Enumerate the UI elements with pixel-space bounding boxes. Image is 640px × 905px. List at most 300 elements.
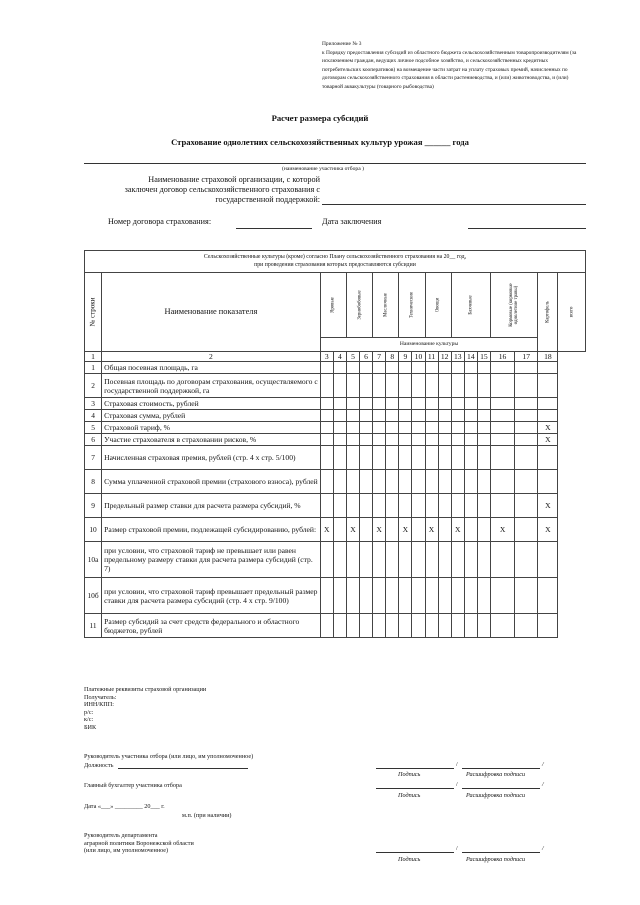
slash: / xyxy=(456,761,458,768)
value-cell[interactable] xyxy=(386,446,399,470)
value-cell[interactable] xyxy=(360,518,373,542)
table-row xyxy=(85,518,586,542)
value-cell[interactable] xyxy=(464,434,477,446)
value-cell[interactable] xyxy=(412,518,425,542)
table-top-header-line2: при проведении страхования которых предоставляются субсидии xyxy=(254,261,416,268)
date-line: Дата «___» _________ 20___ г. xyxy=(84,803,165,810)
column-number: 8 xyxy=(386,352,399,362)
value-cell[interactable] xyxy=(477,446,490,470)
rownum-header: № строки xyxy=(85,273,102,352)
value-cell[interactable] xyxy=(451,542,464,578)
value-cell[interactable] xyxy=(490,362,514,374)
head-decode-line[interactable] xyxy=(462,768,540,769)
value-cell[interactable] xyxy=(515,410,538,422)
value-cell[interactable] xyxy=(490,470,514,494)
value-cell[interactable] xyxy=(346,494,359,518)
table-row xyxy=(85,542,586,578)
value-cell[interactable] xyxy=(538,446,558,470)
bik-label: БИК xyxy=(84,723,97,731)
value-cell[interactable] xyxy=(451,410,464,422)
value-cell[interactable] xyxy=(333,614,346,638)
value-cell[interactable] xyxy=(360,578,373,614)
value-cell[interactable] xyxy=(451,362,464,374)
value-cell[interactable] xyxy=(515,518,538,542)
column-number: 2 xyxy=(102,352,321,362)
value-cell[interactable] xyxy=(490,494,514,518)
value-cell[interactable] xyxy=(464,470,477,494)
value-cell[interactable] xyxy=(464,614,477,638)
value-cell[interactable] xyxy=(438,434,451,446)
value-cell[interactable] xyxy=(333,578,346,614)
value-cell[interactable] xyxy=(538,470,558,494)
value-cell[interactable] xyxy=(333,374,346,398)
crop-header-6: Бахчевые xyxy=(451,273,490,338)
value-cell[interactable] xyxy=(515,362,538,374)
table-row xyxy=(85,410,586,422)
value-cell[interactable] xyxy=(373,446,386,470)
value-cell[interactable] xyxy=(412,398,425,410)
value-cell[interactable] xyxy=(333,518,346,542)
value-cell[interactable] xyxy=(477,374,490,398)
value-cell[interactable] xyxy=(333,422,346,434)
x-mark-cell[interactable]: Х xyxy=(399,518,412,542)
column-number: 16 xyxy=(490,352,514,362)
value-cell[interactable] xyxy=(346,398,359,410)
row-number: 6 xyxy=(85,434,102,446)
x-mark-cell[interactable]: Х xyxy=(538,422,558,434)
value-cell[interactable] xyxy=(373,542,386,578)
x-mark-cell[interactable]: Х xyxy=(538,494,558,518)
value-cell[interactable] xyxy=(399,434,412,446)
value-cell[interactable] xyxy=(464,446,477,470)
x-mark-cell[interactable]: Х xyxy=(490,518,514,542)
value-cell[interactable] xyxy=(451,446,464,470)
value-cell[interactable] xyxy=(451,398,464,410)
value-cell[interactable] xyxy=(320,494,333,518)
value-cell[interactable] xyxy=(346,422,359,434)
value-cell[interactable] xyxy=(515,434,538,446)
value-cell[interactable] xyxy=(333,446,346,470)
indicator-name: Страховая стоимость, рублей xyxy=(102,398,321,410)
dept-sign-line[interactable] xyxy=(376,852,454,853)
value-cell[interactable] xyxy=(346,470,359,494)
row-number: 7 xyxy=(85,446,102,470)
subsidy-table xyxy=(84,250,586,638)
x-mark-cell[interactable]: Х xyxy=(425,518,438,542)
value-cell[interactable] xyxy=(425,446,438,470)
value-cell[interactable] xyxy=(399,470,412,494)
table-top-header-line1: Сельскохозяйственные культуры (кроме) согласно Плану сельскохозяйственного страхования на 20__ год, xyxy=(203,254,467,261)
value-cell[interactable] xyxy=(360,362,373,374)
document-title: Расчет размера субсидий xyxy=(271,113,369,123)
row-number: 11 xyxy=(85,614,102,638)
value-cell[interactable] xyxy=(399,542,412,578)
date-label: Дата заключения xyxy=(322,217,382,226)
value-cell[interactable] xyxy=(451,614,464,638)
value-cell[interactable] xyxy=(477,614,490,638)
column-number: 17 xyxy=(515,352,538,362)
appendix-text: к Порядку предоставления субсидий из областного бюджета сельскохозяйственным товаропроизводителям (за исключением граждан, ведущих личное подсобное хозяйство, и сельскохозяйственных кредитных потребительских кооперативов) на возмещение части затрат на уплату страховых премий, начисленных по договорам сельскохозяйственного страхования в области растениеводства, и (или) животноводства, и (или) товарной аквакультуры (товарного рыбоводства) xyxy=(322,49,577,90)
value-cell[interactable] xyxy=(360,446,373,470)
value-cell[interactable] xyxy=(438,410,451,422)
document-subtitle: Страхование однолетних сельскохозяйственных культур урожая ______ года xyxy=(171,137,469,147)
value-cell[interactable] xyxy=(438,422,451,434)
x-mark-cell[interactable]: Х xyxy=(346,518,359,542)
indicator-name: Посевная площадь по договорам страхования, осуществляемого с государственной поддержкой, га xyxy=(102,374,321,398)
value-cell[interactable] xyxy=(320,578,333,614)
value-cell[interactable] xyxy=(373,494,386,518)
value-cell[interactable] xyxy=(333,410,346,422)
value-cell[interactable] xyxy=(515,578,538,614)
value-cell[interactable] xyxy=(538,362,558,374)
value-cell[interactable] xyxy=(373,374,386,398)
head-label: Руководитель участника отбора (или лицо, им уполномоченное) xyxy=(84,753,254,760)
value-cell[interactable] xyxy=(386,614,399,638)
insurer-field-line[interactable] xyxy=(322,204,586,205)
value-cell[interactable] xyxy=(425,422,438,434)
value-cell[interactable] xyxy=(464,542,477,578)
head-sign-line[interactable] xyxy=(376,768,454,769)
value-cell[interactable] xyxy=(425,374,438,398)
value-cell[interactable] xyxy=(515,422,538,434)
value-cell[interactable] xyxy=(490,446,514,470)
value-cell[interactable] xyxy=(346,446,359,470)
crop-header-7: Кормовые (кормовые однолетние травы) xyxy=(490,273,537,338)
value-cell[interactable] xyxy=(451,470,464,494)
value-cell[interactable] xyxy=(538,374,558,398)
value-cell[interactable] xyxy=(438,542,451,578)
value-cell[interactable] xyxy=(438,470,451,494)
value-cell[interactable] xyxy=(360,374,373,398)
value-cell[interactable] xyxy=(320,422,333,434)
value-cell[interactable] xyxy=(386,578,399,614)
value-cell[interactable] xyxy=(515,542,538,578)
dept-sign-caption: Подпись xyxy=(398,856,421,863)
row-number: 1 xyxy=(85,362,102,374)
value-cell[interactable] xyxy=(360,470,373,494)
value-cell[interactable] xyxy=(464,494,477,518)
value-cell[interactable] xyxy=(399,362,412,374)
value-cell[interactable] xyxy=(425,362,438,374)
value-cell[interactable] xyxy=(451,374,464,398)
value-cell[interactable] xyxy=(538,578,558,614)
value-cell[interactable] xyxy=(373,578,386,614)
value-cell[interactable] xyxy=(477,410,490,422)
column-number: 5 xyxy=(346,352,359,362)
indicator-name: Размер страховой премии, подлежащей субсидированию, рублей: xyxy=(102,518,321,542)
value-cell[interactable] xyxy=(412,578,425,614)
column-number: 6 xyxy=(360,352,373,362)
value-cell[interactable] xyxy=(438,446,451,470)
value-cell[interactable] xyxy=(360,614,373,638)
indicator-name: Общая посевная площадь, га xyxy=(102,362,321,374)
slash-end: / xyxy=(542,761,544,768)
column-number: 7 xyxy=(373,352,386,362)
contract-label: Номер договора страхования: xyxy=(108,217,212,226)
value-cell[interactable] xyxy=(360,542,373,578)
requisites-title: Платежные реквизиты страховой организации xyxy=(84,686,207,693)
x-mark-cell[interactable]: Х xyxy=(320,518,333,542)
value-cell[interactable] xyxy=(538,398,558,410)
row-number: 8 xyxy=(85,470,102,494)
value-cell[interactable] xyxy=(333,398,346,410)
value-cell[interactable] xyxy=(538,410,558,422)
value-cell[interactable] xyxy=(386,518,399,542)
value-cell[interactable] xyxy=(333,494,346,518)
value-cell[interactable] xyxy=(451,422,464,434)
value-cell[interactable] xyxy=(477,494,490,518)
value-cell[interactable] xyxy=(360,494,373,518)
column-number: 14 xyxy=(464,352,477,362)
indicator-name: Размер субсидий за счет средств федерального и областного бюджетов, рублей xyxy=(102,614,321,638)
value-cell[interactable] xyxy=(412,374,425,398)
value-cell[interactable] xyxy=(464,374,477,398)
value-cell[interactable] xyxy=(451,578,464,614)
contract-field-line[interactable] xyxy=(236,228,312,229)
table-row xyxy=(85,374,586,398)
value-cell[interactable] xyxy=(346,578,359,614)
accountant-sign-line[interactable] xyxy=(376,788,454,789)
value-cell[interactable] xyxy=(373,434,386,446)
value-cell[interactable] xyxy=(399,422,412,434)
accountant-decode-line[interactable] xyxy=(462,788,540,789)
value-cell[interactable] xyxy=(320,374,333,398)
column-number-row xyxy=(85,352,586,362)
value-cell[interactable] xyxy=(425,410,438,422)
value-cell[interactable] xyxy=(412,494,425,518)
slash-3: / xyxy=(456,845,458,852)
value-cell[interactable] xyxy=(360,422,373,434)
value-cell[interactable] xyxy=(477,422,490,434)
value-cell[interactable] xyxy=(333,542,346,578)
value-cell[interactable] xyxy=(373,362,386,374)
table-top-header xyxy=(85,251,586,273)
stamp-note: м.п. (при наличии) xyxy=(182,812,232,819)
value-cell[interactable] xyxy=(346,434,359,446)
column-number: 15 xyxy=(477,352,490,362)
value-cell[interactable] xyxy=(373,398,386,410)
x-mark-cell[interactable]: Х xyxy=(373,518,386,542)
value-cell[interactable] xyxy=(412,470,425,494)
value-cell[interactable] xyxy=(515,614,538,638)
value-cell[interactable] xyxy=(490,410,514,422)
dept-decode-caption: Расшифровка подписи xyxy=(466,856,526,863)
value-cell[interactable] xyxy=(477,362,490,374)
value-cell[interactable] xyxy=(386,410,399,422)
dept-decode-line[interactable] xyxy=(462,852,540,853)
value-cell[interactable] xyxy=(451,494,464,518)
value-cell[interactable] xyxy=(425,434,438,446)
crop-header-8: Картофель xyxy=(538,273,558,352)
value-cell[interactable] xyxy=(490,614,514,638)
x-mark-cell[interactable]: Х xyxy=(538,434,558,446)
value-cell[interactable] xyxy=(490,422,514,434)
value-cell[interactable] xyxy=(399,398,412,410)
value-cell[interactable] xyxy=(386,398,399,410)
value-cell[interactable] xyxy=(386,434,399,446)
x-mark-cell[interactable]: Х xyxy=(451,518,464,542)
column-number: 10 xyxy=(412,352,425,362)
value-cell[interactable] xyxy=(399,578,412,614)
value-cell[interactable] xyxy=(346,374,359,398)
value-cell[interactable] xyxy=(490,374,514,398)
date-field-line[interactable] xyxy=(468,228,586,229)
value-cell[interactable] xyxy=(464,362,477,374)
value-cell[interactable] xyxy=(538,614,558,638)
indicator-name: при условии, что страховой тариф превышает предельный размер ставки для расчета размера субсидий (стр. 4 х стр. 9/100) xyxy=(102,578,321,614)
value-cell[interactable] xyxy=(399,374,412,398)
insurer-label-line1: Наименование страховой организации, с которой xyxy=(148,175,320,184)
value-cell[interactable] xyxy=(477,542,490,578)
value-cell[interactable] xyxy=(425,398,438,410)
value-cell[interactable] xyxy=(360,434,373,446)
x-mark-cell[interactable]: Х xyxy=(538,518,558,542)
table-row xyxy=(85,494,586,518)
column-number: 3 xyxy=(320,352,333,362)
value-cell[interactable] xyxy=(360,398,373,410)
value-cell[interactable] xyxy=(373,470,386,494)
value-cell[interactable] xyxy=(425,614,438,638)
column-number: 1 xyxy=(85,352,102,362)
head-sign-caption: Подпись xyxy=(398,771,421,778)
value-cell[interactable] xyxy=(412,410,425,422)
value-cell[interactable] xyxy=(490,434,514,446)
recipient-label: Получатель: xyxy=(84,693,117,701)
participant-line xyxy=(84,163,586,164)
value-cell[interactable] xyxy=(425,542,438,578)
slash-2: / xyxy=(456,781,458,788)
value-cell[interactable] xyxy=(438,494,451,518)
value-cell[interactable] xyxy=(399,410,412,422)
row-number: 4 xyxy=(85,410,102,422)
value-cell[interactable] xyxy=(477,518,490,542)
column-number: 4 xyxy=(333,352,346,362)
indicator-name: Начисленная страховая премия, рублей (стр. 4 х стр. 5/100) xyxy=(102,446,321,470)
value-cell[interactable] xyxy=(373,614,386,638)
table-row xyxy=(85,422,586,434)
crop-header-5: Овощи xyxy=(425,273,451,338)
slash-3-end: / xyxy=(542,845,544,852)
value-cell[interactable] xyxy=(412,542,425,578)
ks-label: к/с: xyxy=(84,716,94,724)
value-cell[interactable] xyxy=(515,374,538,398)
value-cell[interactable] xyxy=(425,470,438,494)
column-number: 11 xyxy=(425,352,438,362)
value-cell[interactable] xyxy=(451,434,464,446)
value-cell[interactable] xyxy=(412,434,425,446)
value-cell[interactable] xyxy=(333,470,346,494)
value-cell[interactable] xyxy=(399,614,412,638)
value-cell[interactable] xyxy=(386,542,399,578)
value-cell[interactable] xyxy=(386,470,399,494)
value-cell[interactable] xyxy=(346,542,359,578)
value-cell[interactable] xyxy=(515,494,538,518)
value-cell[interactable] xyxy=(425,494,438,518)
accountant-decode-caption: Расшифровка подписи xyxy=(466,792,526,799)
position-field-line[interactable] xyxy=(118,768,248,769)
crop-header-1: Яровые xyxy=(320,273,346,338)
value-cell[interactable] xyxy=(477,470,490,494)
value-cell[interactable] xyxy=(412,362,425,374)
value-cell[interactable] xyxy=(477,398,490,410)
value-cell[interactable] xyxy=(477,578,490,614)
row-number: 10 xyxy=(85,518,102,542)
crop-header-4: Технические xyxy=(399,273,425,338)
value-cell[interactable] xyxy=(490,398,514,410)
indicator-name: при условии, что страховой тариф не превышает или равен предельному размеру ставки для расчета размера субсидий (стр. 7) xyxy=(102,542,321,578)
value-cell[interactable] xyxy=(320,446,333,470)
value-cell[interactable] xyxy=(346,410,359,422)
value-cell[interactable] xyxy=(464,398,477,410)
value-cell[interactable] xyxy=(346,362,359,374)
value-cell[interactable] xyxy=(320,362,333,374)
value-cell[interactable] xyxy=(320,434,333,446)
value-cell[interactable] xyxy=(515,470,538,494)
value-cell[interactable] xyxy=(386,422,399,434)
value-cell[interactable] xyxy=(320,410,333,422)
value-cell[interactable] xyxy=(399,446,412,470)
row-number: 3 xyxy=(85,398,102,410)
value-cell[interactable] xyxy=(346,614,359,638)
crop-names-label: Наименование культуры xyxy=(320,337,538,351)
value-cell[interactable] xyxy=(464,410,477,422)
appendix-number: Приложение № 3 xyxy=(322,41,362,47)
value-cell[interactable] xyxy=(386,374,399,398)
value-cell[interactable] xyxy=(320,470,333,494)
crop-header-total: всего xyxy=(558,273,586,352)
row-number: 10а xyxy=(85,542,102,578)
rs-label: р/с: xyxy=(84,708,94,716)
value-cell[interactable] xyxy=(438,398,451,410)
value-cell[interactable] xyxy=(515,398,538,410)
value-cell[interactable] xyxy=(399,494,412,518)
value-cell[interactable] xyxy=(477,434,490,446)
value-cell[interactable] xyxy=(438,578,451,614)
value-cell[interactable] xyxy=(333,362,346,374)
value-cell[interactable] xyxy=(425,578,438,614)
value-cell[interactable] xyxy=(464,518,477,542)
value-cell[interactable] xyxy=(438,374,451,398)
table-row xyxy=(85,434,586,446)
value-cell[interactable] xyxy=(320,614,333,638)
value-cell[interactable] xyxy=(438,362,451,374)
value-cell[interactable] xyxy=(320,398,333,410)
column-number: 13 xyxy=(451,352,464,362)
value-cell[interactable] xyxy=(373,410,386,422)
column-number: 9 xyxy=(399,352,412,362)
participant-caption: (наименование участника отбора ) xyxy=(282,166,364,172)
value-cell[interactable] xyxy=(464,422,477,434)
value-cell[interactable] xyxy=(490,542,514,578)
value-cell[interactable] xyxy=(515,446,538,470)
value-cell[interactable] xyxy=(333,434,346,446)
value-cell[interactable] xyxy=(386,362,399,374)
value-cell[interactable] xyxy=(438,614,451,638)
value-cell[interactable] xyxy=(386,494,399,518)
value-cell[interactable] xyxy=(490,578,514,614)
value-cell[interactable] xyxy=(412,422,425,434)
accountant-label: Главный бухгалтер участника отбора xyxy=(84,782,182,789)
value-cell[interactable] xyxy=(538,542,558,578)
value-cell[interactable] xyxy=(412,614,425,638)
value-cell[interactable] xyxy=(438,518,451,542)
value-cell[interactable] xyxy=(360,410,373,422)
value-cell[interactable] xyxy=(412,446,425,470)
value-cell[interactable] xyxy=(464,578,477,614)
value-cell[interactable] xyxy=(373,422,386,434)
row-number: 2 xyxy=(85,374,102,398)
value-cell[interactable] xyxy=(320,542,333,578)
